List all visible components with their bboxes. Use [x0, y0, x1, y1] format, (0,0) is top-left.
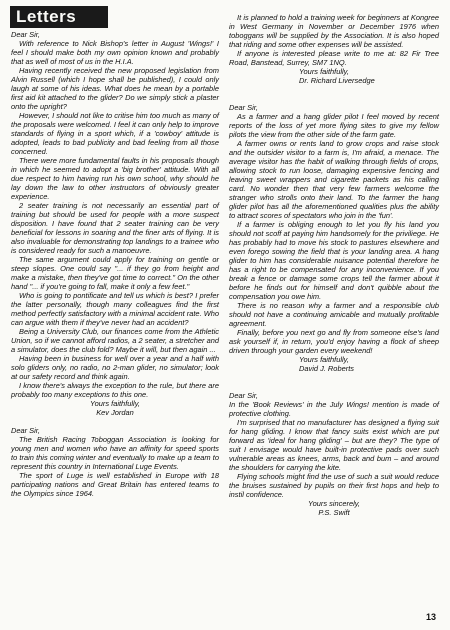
letter-signer: Kev Jordan: [96, 408, 134, 417]
letter-paragraph: The same argument could apply for training on gentle or steep slopes. One could say "... if they go from height and make a mistake, then they've got time to correct." On the other hand "... if you're going to fall, make it only a few feet.": [11, 255, 219, 291]
letter-signoff: Yours faithfully,: [90, 399, 140, 408]
letter-paragraph: If anyone is interested please write to me at: 82 Fir Tree Road, Banstead, Surrey, SM7 1NQ.: [229, 49, 439, 67]
letter-paragraph: As a farmer and a hang glider pilot I feel moved by recent reports of the loss of yet more flying sites to give my fellow pilots the view from the other side of the farm gate.: [229, 112, 439, 139]
letter-salutation: Dear Sir,: [11, 30, 40, 39]
letter-paragraph: A farmer owns or rents land to grow crops and raise stock and the outsider visitor to a farm is, I'm afraid, a menace. The average visitor has the habit of walking through fields of crops, allowing stock to run loose, damaging expensive fencing and leaving sweet wrappers and cigarette packets as his calling card. No wonder then that very few farmers welcome the stranger who strolls onto their land. To the farmer the hang glider pilot has all the aforementioned qualities plus the ability to attract scores of spectators who join in the 'fun'.: [229, 139, 439, 220]
letter-paragraph: However, I should not like to critise him too much as many of the proposals were welcomed. I feel it can only help to improve standards of flying in a sport which, if a 'cowboy' attitude is adopted, leads to bad publicity and bad feeling from all those concerned.: [11, 111, 219, 156]
letter-paragraph: I'm surprised that no manufacturer has designed a flying suit for hang gliding. I know that fancy suits exist which are put forward as 'ideal for hang gliding' – but are they? The type of suit I envisage would have built-in protective pads over such vulnerable areas as knees, arms, back and bum – and around the shoulders for carrying the kite.: [229, 418, 439, 472]
page-number: 13: [425, 612, 436, 622]
letter-paragraph: I know there's always the exception to the rule, but there are probably too many exceptions to this one.: [11, 381, 219, 399]
letter-salutation: Dear Sir,: [11, 426, 40, 435]
right-column: [229, 13, 439, 517]
letter-roberts: [229, 103, 439, 373]
letter-signoff: Yours faithfully,: [299, 67, 349, 76]
letter-paragraph: In the 'Book Reviews' in the July Wings! mention is made of protective clothing.: [229, 400, 439, 418]
letter-paragraph: Flying schools might find the use of such a suit would reduce the bruises sustained by pupils on their first hops and help to instil confidence.: [229, 472, 439, 499]
letter-paragraph: With reference to Nick Bishop's letter in August 'Wings!' I feel I should make both my own opinion known and probably that as well of most of us in the H.I.A.: [11, 39, 219, 66]
letter-signoff: Yours sincerely,: [308, 499, 360, 508]
letter-signer: David J. Roberts: [299, 364, 354, 373]
letter-paragraph: It is planned to hold a training week for beginners at Kongree in West Germany in November or December 1976 when toboggans will be supplied by the Association. It is also hoped that riding and some other expenses will be assisted.: [229, 13, 439, 49]
letter-liversedge-part1: [11, 426, 219, 498]
section-header: [10, 6, 108, 28]
letter-signer: Dr. Richard Liversedge: [299, 76, 375, 85]
letter-paragraph: Who is going to pontificate and tell us which is best? I prefer the latter personally, though many colleagues find the first method perfectly satisfactory with a minimal accident rate. Who can argue with them if they've never had an accident?: [11, 291, 219, 327]
letter-salutation: Dear Sir,: [229, 103, 258, 112]
letter-paragraph: Having recently received the new proposed legislation from Alvin Russell (which I hope shall be published), I could only laugh at some of his ideas. What does he mean by a portable first aid kit attached to the glider? Do we simply stick a plaster onto the upright?: [11, 66, 219, 111]
letter-paragraph: Being a University Club, our finances come from the Athletic Union, so if we cannot afford radios, a 2 seater, a stretcher and a simulator, does the club fold? Maybe it will, but then again ...: [11, 327, 219, 354]
letter-paragraph: Finally, before you next go and fly from someone else's land ask yourself if, in return, you'd enjoy having a flock of sheep driven through your garden every weekend!: [229, 328, 439, 355]
letter-swift: [229, 391, 439, 517]
letter-paragraph: If a farmer is obliging enough to let you fly his land you should not scoff at paying him handsomely for the priviliege. He has probably had to move his stock to pastures elsewhere and even forego sowing the field that is your landing area. A hang glider to him has considerable nuisance potential therefore he has a right to be compensated for any inconvenience. If you break a fence or damage some crops tell the farmer about it before he finds out for himself and don't quibble about the compensation you owe him.: [229, 220, 439, 301]
letter-paragraph: The British Racing Toboggan Association is looking for young men and women who have an affinity for speed sports to train this coming winter and eventually to make up a team to represent this country in International Luge Events.: [11, 435, 219, 471]
letter-paragraph: There were more fundamental faults in his proposals though in which he seemed to adopt a 'big brother' attitude. With all due respect to him having run his own school, why should he lay down the law to other instructors of obviously greater experience.: [11, 156, 219, 201]
letter-signer: P.S. Swift: [318, 508, 350, 517]
letter-signoff: Yours faithfully,: [299, 355, 349, 364]
letter-salutation: Dear Sir,: [229, 391, 258, 400]
section-title: Letters: [16, 7, 77, 26]
letter-paragraph: The sport of Luge is well established in Europe with 18 participating nations and Great Britain has entered teams to the Olympics since 1964.: [11, 471, 219, 498]
letter-paragraph: There is no reason why a farmer and a responsible club should not have a continuing amicable and mutually profitable agreement.: [229, 301, 439, 328]
letter-jordan: [11, 30, 219, 417]
letter-liversedge-part2: [229, 13, 439, 85]
letter-paragraph: 2 seater training is not necessarily an essential part of training but should be used for people with a more suspect disposition. I have found that 2 seater training can be very beneficial for lessons in soaring and the finer arts of flying. It is also invaluable for demonstrating top landings to a trainee who is considered ready for such a manoeuvre.: [11, 201, 219, 255]
left-column: [11, 30, 219, 498]
letter-paragraph: Having been in business for well over a year and a half with solo gliders only, no radio, no 2-man glider, no simulator; look at our safety record and think again.: [11, 354, 219, 381]
